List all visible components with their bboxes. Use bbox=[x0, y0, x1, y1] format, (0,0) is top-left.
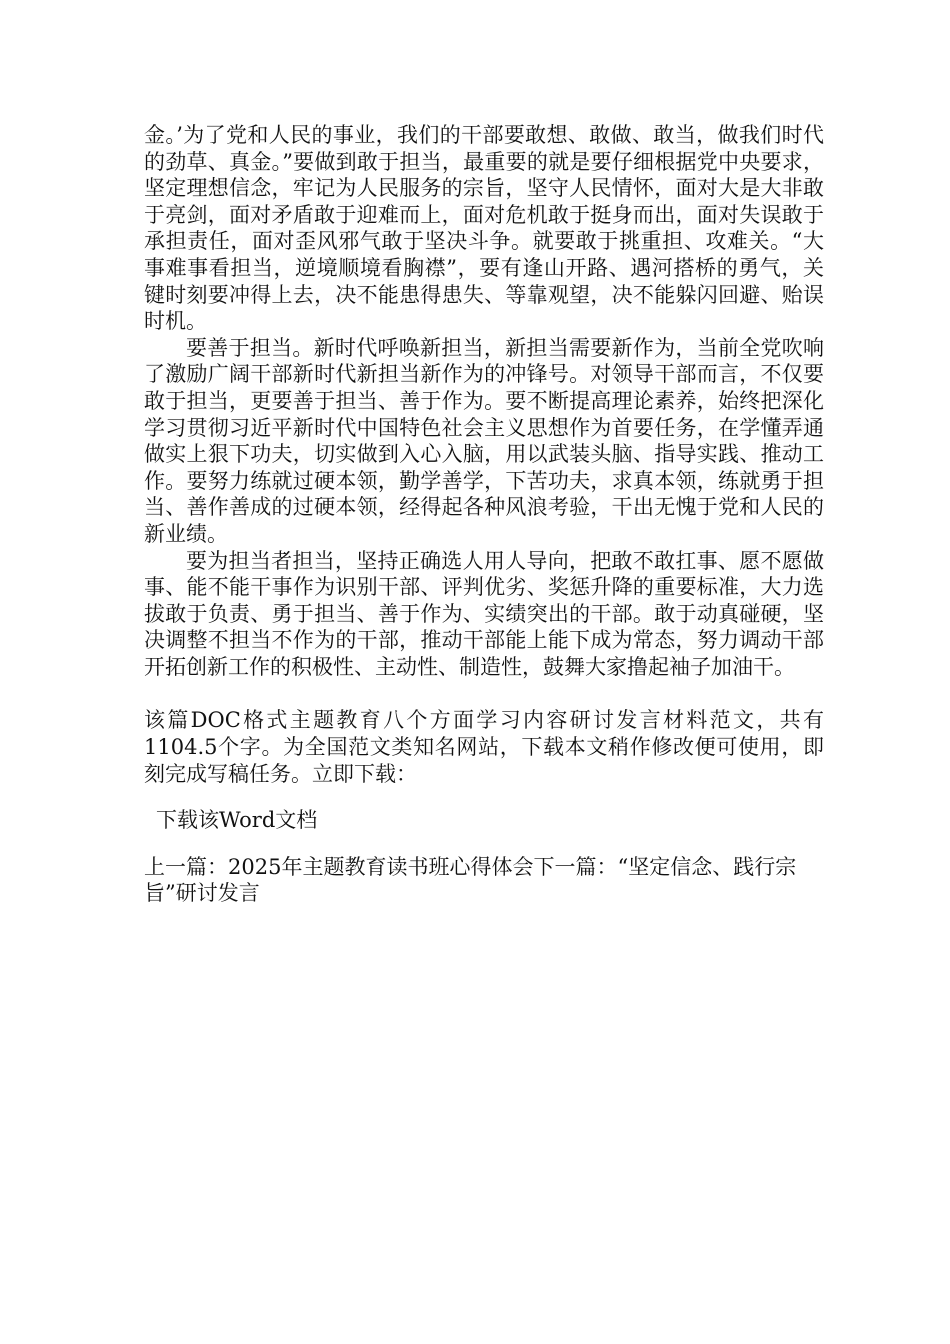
article-paragraph: 要为担当者担当，坚持正确选人用人导向，把敢不敢扛事、愿不愿做事、能不能干事作为识别干部、评判优劣、奖惩升降的重要标准，大力选拔敢于负责、勇于担当、善于作为、实绩突出的干部。敢于动真碰硬，坚决调整不担当不作为的干部，推动干部能上能下成为常态，努力调动干部开拓创新工作的积极性、主动性、制造性，鼓舞大家撸起袖子加油干。 bbox=[144, 548, 824, 679]
article-body bbox=[144, 122, 824, 907]
document-summary: 该篇DOC格式主题教育八个方面学习内容研讨发言材料范文，共有1104.5个字。为全国范文类知名网站，下载本文稍作修改便可使用，即刻完成写稿任务。立即下载： bbox=[144, 708, 824, 786]
next-article-link[interactable]: “坚定信念、践行宗旨”研讨发言 bbox=[144, 854, 797, 906]
article-navigation bbox=[144, 854, 824, 907]
article-paragraph: 要善于担当。新时代呼唤新担当，新担当需要新作为，当前全党吹响了激励广阔干部新时代新担当新作为的冲锋号。对领导干部而言，不仅要敢于担当，更要善于担当、善于作为。要不断提高理论素养，始终把深化学习贯彻习近平新时代中国特色社会主义思想作为首要任务，在学懂弄通做实上狠下功夫，切实做到入心入脑，用以武装头脑、指导实践、推动工作。要努力练就过硬本领，勤学善学，下苦功夫，求真本领，练就勇于担当、善作善成的过硬本领，经得起各种风浪考验，干出无愧于党和人民的新业绩。 bbox=[144, 335, 824, 546]
next-article-label: 下一篇： bbox=[533, 854, 618, 879]
prev-article-label: 上一篇： bbox=[144, 854, 228, 879]
prev-article-link[interactable]: 2025年主题教育读书班心得体会 bbox=[228, 854, 534, 879]
download-word-link[interactable]: 下载该Word文档 bbox=[156, 808, 318, 833]
article-paragraph: 金。’为了党和人民的事业，我们的干部要敢想、敢做、敢当，做我们时代的劲草、真金。”要做到敢于担当，最重要的就是要仔细根据党中央要求，坚定理想信念，牢记为人民服务的宗旨，坚守人民情怀，面对大是大非敢于亮剑，面对矛盾敢于迎难而上，面对危机敢于挺身而出，面对失误敢于承担责任，面对歪风邪气敢于坚决斗争。就要敢于挑重担、攻难关。“大事难事看担当，逆境顺境看胸襟”，要有逢山开路、遇河搭桥的勇气，关键时刻要冲得上去，决不能患得患失、等靠观望，决不能躲闪回避、贻误时机。 bbox=[144, 123, 824, 334]
